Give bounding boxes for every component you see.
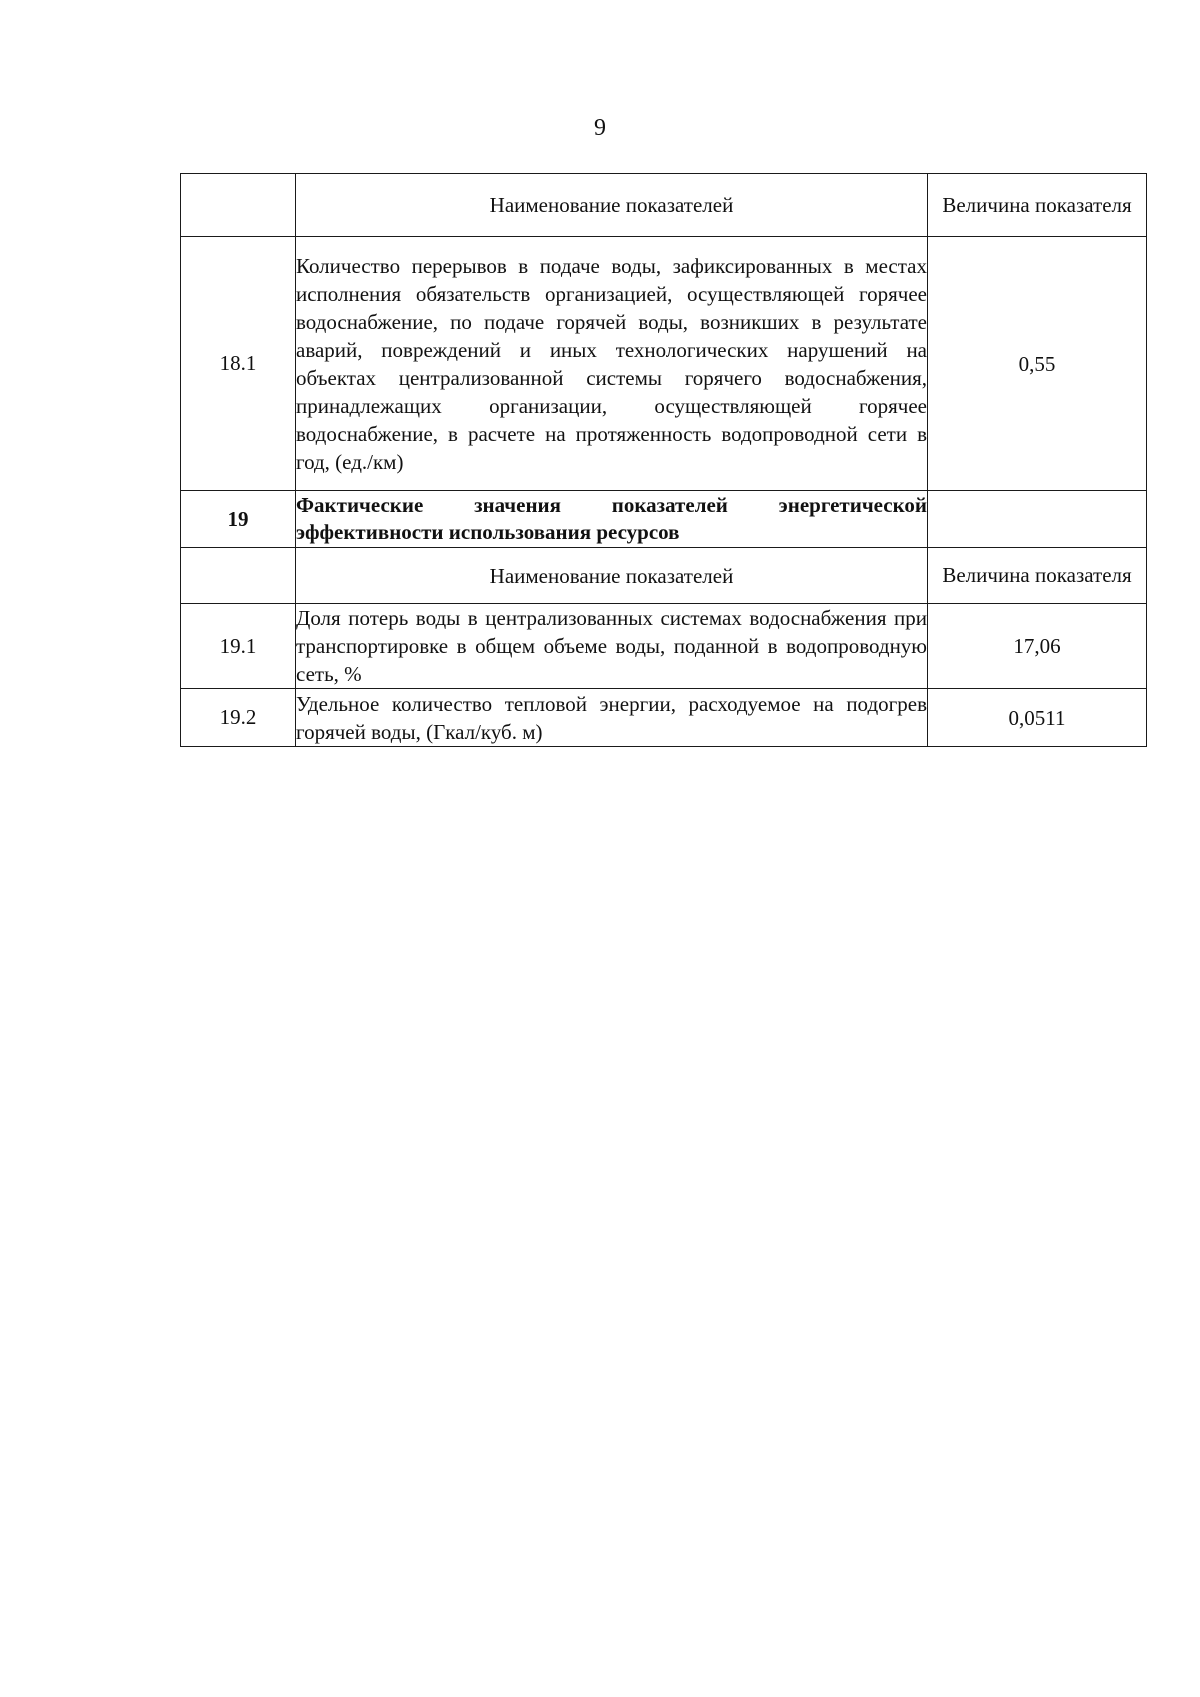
row-number-cell: 18.1 [181, 237, 296, 491]
section-number-cell: 19 [181, 491, 296, 548]
table-header-row [181, 174, 1147, 237]
row-number-cell: 19.2 [181, 689, 296, 747]
table-header-row [181, 548, 1147, 604]
row-value-cell: 0,55 [928, 237, 1147, 491]
row-number-cell: 19.1 [181, 604, 296, 689]
indicators-table [180, 173, 1147, 747]
header-name-cell: Наименование показателей [296, 174, 928, 237]
row-name-cell: Количество перерывов в подаче воды, зафиксированных в местах исполнения обязательств организацией, осуществляющей горячее водоснабжение, по подаче горячей воды, возникших в результате аварий, повреждений и иных технологических нарушений на объектах централизованной системы горячего водоснабжения, принадлежащих организации, осуществляющей горячее водоснабжение, в расчете на протяженность водопроводной сети в год, (ед./км) [296, 237, 928, 491]
header-value-cell: Величина показателя [928, 548, 1147, 604]
header-value-cell: Величина показателя [928, 174, 1147, 237]
header-number-cell [181, 174, 296, 237]
table-row [181, 237, 1147, 491]
row-value-cell: 0,0511 [928, 689, 1147, 747]
header-number-cell [181, 548, 296, 604]
section-value-cell [928, 491, 1147, 548]
row-name-cell: Доля потерь воды в централизованных системах водоснабжения при транспортировке в общем объеме воды, поданной в водопроводную сеть, % [296, 604, 928, 689]
section-row [181, 491, 1147, 548]
page-number: 9 [594, 115, 606, 141]
table-row [181, 604, 1147, 689]
header-name-cell: Наименование показателей [296, 548, 928, 604]
row-name-cell: Удельное количество тепловой энергии, расходуемое на подогрев горячей воды, (Гкал/куб. м) [296, 689, 928, 747]
row-value-cell: 17,06 [928, 604, 1147, 689]
section-title-cell: Фактические значения показателей энергетической эффективности использования ресурсов [296, 491, 928, 548]
table-row [181, 689, 1147, 747]
